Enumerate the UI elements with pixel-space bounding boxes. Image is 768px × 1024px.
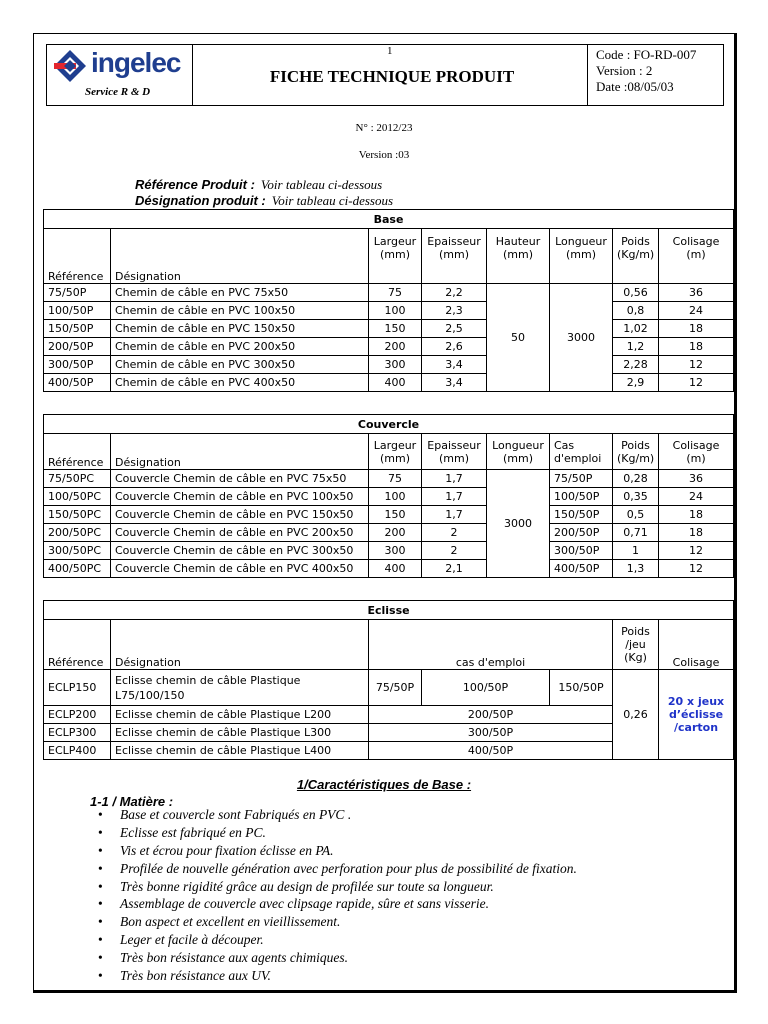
- cell-reference: 300/50PC: [44, 542, 111, 560]
- column-header: Largeur (mm): [369, 229, 422, 284]
- column-header: Poids (Kg/m): [613, 434, 659, 470]
- cell-colisage: 20 x jeux d’éclisse /carton: [659, 670, 734, 760]
- cell-designation: Couvercle Chemin de câble en PVC 200x50: [111, 524, 369, 542]
- column-header: Longueur (mm): [487, 434, 550, 470]
- cell-designation: Chemin de câble en PVC 400x50: [111, 374, 369, 392]
- cell-colisage: 12: [659, 542, 734, 560]
- table-row: [44, 524, 734, 542]
- column-header: Cas d'emploi: [550, 434, 613, 470]
- cell-colisage: 24: [659, 488, 734, 506]
- cell-reference: 400/50P: [44, 374, 111, 392]
- cell-cas-emploi: 200/50P: [369, 706, 613, 724]
- cell-reference: ECLP200: [44, 706, 111, 724]
- ingelec-logo-icon: [53, 49, 87, 83]
- cell-epaisseur: 2,5: [422, 320, 487, 338]
- list-item: • Bon aspect et excellent en vieillissement.: [120, 913, 577, 931]
- cell-cas-emploi: 100/50P: [422, 670, 550, 706]
- column-header: Référence: [44, 229, 111, 284]
- cell-poids: 0,5: [613, 506, 659, 524]
- list-item: • Très bon résistance aux UV.: [120, 967, 577, 985]
- cell-poids: 1: [613, 542, 659, 560]
- cell-cas-emploi: 150/50P: [550, 506, 613, 524]
- table-row: [44, 506, 734, 524]
- cell-epaisseur: 3,4: [422, 356, 487, 374]
- cell-reference: 400/50PC: [44, 560, 111, 578]
- table-row: [44, 320, 734, 338]
- designation-line: [135, 193, 393, 209]
- cell-poids: 0,56: [613, 284, 659, 302]
- list-item: • Leger et facile à découper.: [120, 931, 577, 949]
- cell-reference: ECLP150: [44, 670, 111, 706]
- features-list: [120, 806, 577, 985]
- cell-designation: Eclisse chemin de câble Plastique L400: [111, 742, 369, 760]
- cell-cas-emploi: 75/50P: [550, 470, 613, 488]
- cell-designation: Eclisse chemin de câble Plastique L200: [111, 706, 369, 724]
- column-header: Colisage: [659, 620, 734, 670]
- cell-colisage: 36: [659, 470, 734, 488]
- list-item: • Vis et écrou pour fixation éclisse en PA.: [120, 842, 577, 860]
- column-header: Colisage (m): [659, 229, 734, 284]
- cell-colisage: 18: [659, 506, 734, 524]
- cell-longueur: 3000: [550, 284, 613, 392]
- cell-designation: Couvercle Chemin de câble en PVC 75x50: [111, 470, 369, 488]
- cell-poids: 0,28: [613, 470, 659, 488]
- cell-poids: 0,35: [613, 488, 659, 506]
- cell-colisage: 24: [659, 302, 734, 320]
- column-header: Largeur (mm): [369, 434, 422, 470]
- logo-subtitle: Service R & D: [85, 86, 151, 98]
- cell-colisage: 18: [659, 320, 734, 338]
- list-item: • Base et couvercle sont Fabriqués en PVC .: [120, 806, 577, 824]
- cell-reference: ECLP400: [44, 742, 111, 760]
- cell-poids: 0,26: [613, 670, 659, 760]
- cell-cas-emploi: 400/50P: [550, 560, 613, 578]
- cell-poids: 0,71: [613, 524, 659, 542]
- cell-epaisseur: 3,4: [422, 374, 487, 392]
- list-item: • Très bonne rigidité grâce au design de profilée sur toute sa longueur.: [120, 878, 577, 896]
- cell-cas-emploi: 300/50P: [550, 542, 613, 560]
- cell-poids: 2,28: [613, 356, 659, 374]
- column-header: Désignation: [111, 434, 369, 470]
- table-row: [44, 338, 734, 356]
- couvercle-table: [43, 414, 734, 578]
- column-header: Longueur (mm): [550, 229, 613, 284]
- document-date: Date :08/05/03: [596, 79, 674, 94]
- document-header: [46, 44, 724, 106]
- cell-designation: Couvercle Chemin de câble en PVC 100x50: [111, 488, 369, 506]
- cell-epaisseur: 2,6: [422, 338, 487, 356]
- section-subtitle: 1-1 / Matière :: [90, 794, 174, 809]
- column-header: Désignation: [111, 229, 369, 284]
- table-row: [44, 560, 734, 578]
- table-row: [44, 284, 734, 302]
- designation-label: Désignation produit :: [135, 193, 266, 208]
- cell-reference: 200/50P: [44, 338, 111, 356]
- cell-designation: Couvercle Chemin de câble en PVC 300x50: [111, 542, 369, 560]
- cell-colisage: 12: [659, 560, 734, 578]
- cell-designation: Eclisse chemin de câble Plastique L75/100/150: [111, 670, 369, 706]
- list-item: • Très bon résistance aux agents chimiques.: [120, 949, 577, 967]
- cell-largeur: 100: [369, 488, 422, 506]
- cell-colisage: 18: [659, 524, 734, 542]
- cell-largeur: 400: [369, 374, 422, 392]
- column-header: Référence: [44, 620, 111, 670]
- cell-colisage: 18: [659, 338, 734, 356]
- cell-reference: 100/50PC: [44, 488, 111, 506]
- cell-hauteur: 50: [487, 284, 550, 392]
- table-row: [44, 542, 734, 560]
- cell-largeur: 150: [369, 320, 422, 338]
- cell-epaisseur: 2: [422, 524, 487, 542]
- couvercle-table-title: Couvercle: [44, 415, 734, 434]
- cell-colisage: 36: [659, 284, 734, 302]
- page-number: 1: [387, 45, 393, 57]
- cell-largeur: 75: [369, 470, 422, 488]
- reference-label: Référence Produit :: [135, 177, 255, 192]
- cell-largeur: 200: [369, 338, 422, 356]
- cell-epaisseur: 2,1: [422, 560, 487, 578]
- cell-largeur: 150: [369, 506, 422, 524]
- column-header: Poids /jeu (Kg): [613, 620, 659, 670]
- doc-version: Version :03: [358, 149, 410, 161]
- cell-epaisseur: 1,7: [422, 470, 487, 488]
- designation-value: Voir tableau ci-dessous: [271, 193, 394, 208]
- cell-epaisseur: 2,2: [422, 284, 487, 302]
- column-header: Colisage (m): [659, 434, 734, 470]
- cell-largeur: 400: [369, 560, 422, 578]
- cell-longueur: 3000: [487, 470, 550, 578]
- cell-poids: 1,2: [613, 338, 659, 356]
- cell-designation: Chemin de câble en PVC 75x50: [111, 284, 369, 302]
- table-row: [44, 302, 734, 320]
- cell-poids: 1,3: [613, 560, 659, 578]
- list-item: • Eclisse est fabriqué en PC.: [120, 824, 577, 842]
- base-table: [43, 209, 734, 392]
- cell-epaisseur: 1,7: [422, 506, 487, 524]
- column-header: Référence: [44, 434, 111, 470]
- cell-colisage: 12: [659, 374, 734, 392]
- cell-poids: 2,9: [613, 374, 659, 392]
- doc-number: N° : 2012/23: [355, 122, 413, 134]
- table-row: [44, 470, 734, 488]
- list-item: • Assemblage de couvercle avec clipsage rapide, sûre et sans visserie.: [120, 895, 577, 913]
- column-header: Hauteur (mm): [487, 229, 550, 284]
- cell-epaisseur: 2: [422, 542, 487, 560]
- column-header: Désignation: [111, 620, 369, 670]
- column-header: Epaisseur (mm): [422, 434, 487, 470]
- base-table-title: Base: [44, 210, 734, 229]
- cell-designation: Couvercle Chemin de câble en PVC 400x50: [111, 560, 369, 578]
- cell-cas-emploi: 100/50P: [550, 488, 613, 506]
- document-code-box: [587, 45, 723, 105]
- eclisse-table-title: Eclisse: [44, 601, 734, 620]
- column-header: cas d'emploi: [369, 620, 613, 670]
- cell-poids: 1,02: [613, 320, 659, 338]
- cell-colisage: 12: [659, 356, 734, 374]
- logo-text: ingelec: [91, 47, 181, 78]
- reference-line: [135, 177, 382, 193]
- cell-reference: 150/50PC: [44, 506, 111, 524]
- cell-reference: 200/50PC: [44, 524, 111, 542]
- page-title: FICHE TECHNIQUE PRODUIT: [269, 67, 515, 86]
- cell-epaisseur: 1,7: [422, 488, 487, 506]
- document-version: Version : 2: [596, 63, 653, 78]
- cell-designation: Chemin de câble en PVC 150x50: [111, 320, 369, 338]
- table-row: [44, 374, 734, 392]
- cell-cas-emploi: 300/50P: [369, 724, 613, 742]
- document-code: Code : FO-RD-007: [596, 47, 697, 62]
- cell-reference: 300/50P: [44, 356, 111, 374]
- cell-reference: 100/50P: [44, 302, 111, 320]
- cell-designation: Couvercle Chemin de câble en PVC 150x50: [111, 506, 369, 524]
- cell-reference: 75/50P: [44, 284, 111, 302]
- cell-designation: Chemin de câble en PVC 100x50: [111, 302, 369, 320]
- cell-cas-emploi: 150/50P: [550, 670, 613, 706]
- cell-largeur: 75: [369, 284, 422, 302]
- cell-designation: Chemin de câble en PVC 200x50: [111, 338, 369, 356]
- cell-largeur: 300: [369, 542, 422, 560]
- column-header: Epaisseur (mm): [422, 229, 487, 284]
- cell-largeur: 100: [369, 302, 422, 320]
- cell-reference: 75/50PC: [44, 470, 111, 488]
- column-header: Poids (Kg/m): [613, 229, 659, 284]
- cell-designation: Eclisse chemin de câble Plastique L300: [111, 724, 369, 742]
- cell-largeur: 300: [369, 356, 422, 374]
- table-row: [44, 670, 734, 706]
- cell-designation: Chemin de câble en PVC 300x50: [111, 356, 369, 374]
- reference-value: Voir tableau ci-dessous: [260, 177, 383, 192]
- cell-reference: ECLP300: [44, 724, 111, 742]
- cell-epaisseur: 2,3: [422, 302, 487, 320]
- logo-block: [47, 45, 193, 105]
- eclisse-table: [43, 600, 734, 760]
- table-row: [44, 488, 734, 506]
- cell-cas-emploi: 200/50P: [550, 524, 613, 542]
- cell-largeur: 200: [369, 524, 422, 542]
- cell-cas-emploi: 400/50P: [369, 742, 613, 760]
- cell-reference: 150/50P: [44, 320, 111, 338]
- cell-cas-emploi: 75/50P: [369, 670, 422, 706]
- list-item: • Profilée de nouvelle génération avec perforation pour plus de possibilité de fixation.: [120, 860, 577, 878]
- cell-poids: 0,8: [613, 302, 659, 320]
- section-title: 1/Caractéristiques de Base :: [296, 777, 472, 792]
- table-row: [44, 356, 734, 374]
